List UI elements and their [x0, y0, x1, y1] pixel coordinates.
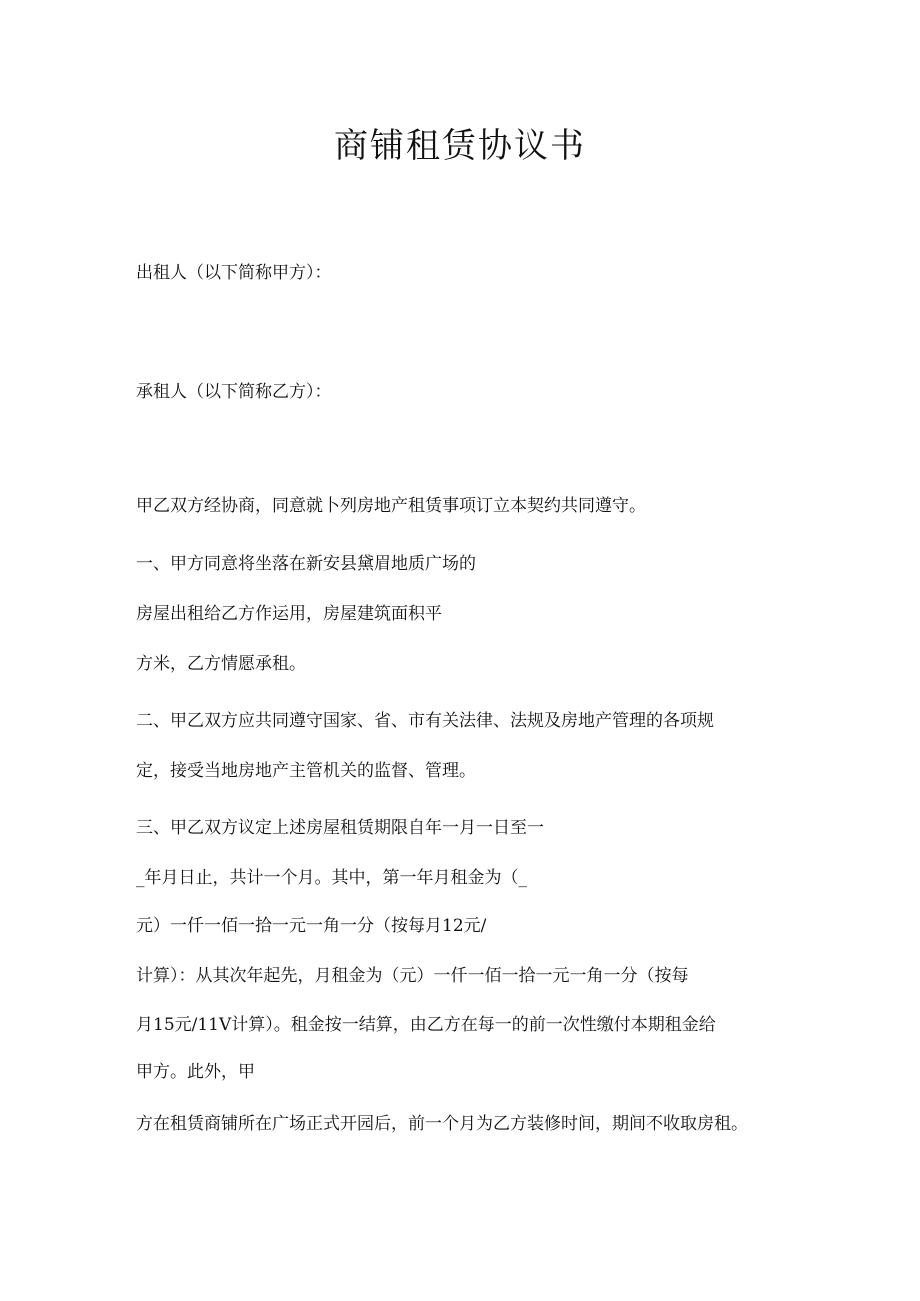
- clause-1-line-2: 房屋出租给乙方作运用，房屋建筑面积平: [136, 604, 442, 624]
- clause-1-line-1: 一、甲方同意将坐落在新安县黛眉地质广场的: [136, 554, 476, 574]
- lessor-line: 出租人（以下简称甲方）：: [136, 263, 332, 283]
- clause-1-line-3: 方米，乙方情愿承租。: [136, 654, 306, 674]
- clause-3-line-4: 计算）：从其次年起先，月租金为（元）一仟一佰一拾一元一角一分（按每: [136, 966, 689, 986]
- clause-2-line-2: 定，接受当地房地产主管机关的监督、管理。: [136, 761, 476, 781]
- clause-2-line-1: 二、甲乙双方应共同遵守国家、省、市有关法律、法规及房地产管理的各项规: [136, 711, 714, 731]
- clause-3-line-5: 月15元/11V计算）。租金按一结算，由乙方在每一的前一次性缴付本期租金给: [136, 1015, 716, 1035]
- clause-3-line-3: 元）一仟一佰一拾一元一角一分（按每月12元/: [136, 916, 487, 936]
- clause-3-line-1: 三、甲乙双方议定上述房屋租赁期限自年一月一日至一: [136, 818, 544, 838]
- lessee-line: 承租人（以下简称乙方）：: [136, 382, 332, 402]
- clause-3-line-2: _年月日止，共计一个月。其中，第一年月租金为（_: [136, 868, 527, 888]
- document-title: 商铺租赁协议书: [334, 126, 586, 166]
- clause-3-line-6: 甲方。此外，甲: [136, 1062, 255, 1082]
- preamble-line: 甲乙双方经协商，同意就卜列房地产租赁事项订立本契约共同遵守。: [136, 496, 646, 516]
- clause-3-line-7: 方在租赁商铺所在广场正式开园后，前一个月为乙方装修时间，期间不收取房租。: [136, 1114, 748, 1134]
